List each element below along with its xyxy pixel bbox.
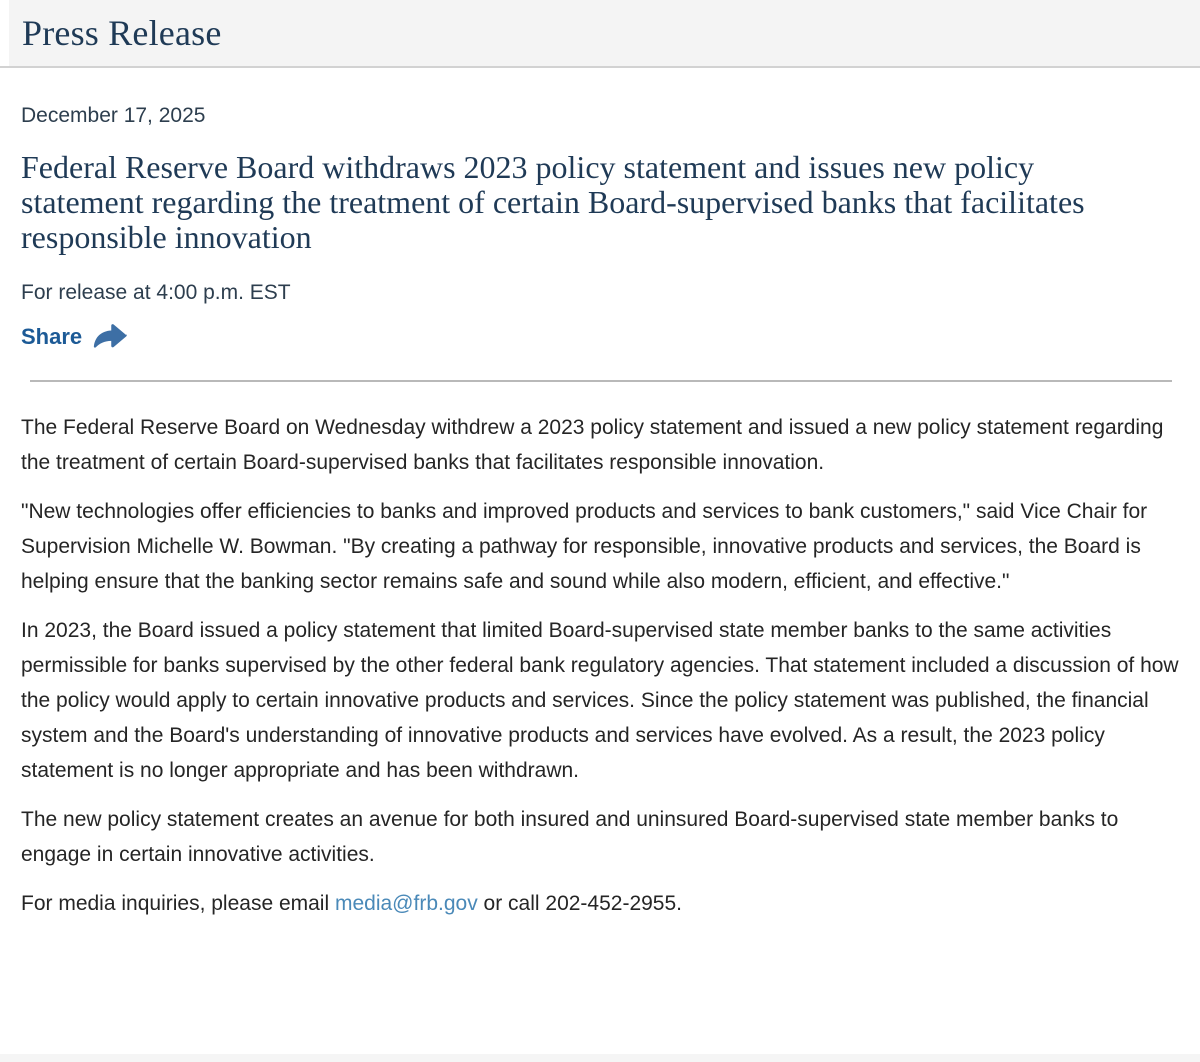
article-paragraph: In 2023, the Board issued a policy statement that limited Board-supervised state member banks to the same activities permissible for banks supervised by the other federal bank regulatory agencies. That statement included a discussion of how the policy would apply to certain innovative products and services. Since the policy statement was published, the financial system and the Board's understanding of innovative products and services have evolved. As a result, the 2023 policy statement is no longer appropriate and has been withdrawn. [21,619,1179,782]
article-content [0,104,1200,921]
media-inquiries-text-after: or call 202-452-2955. [477,892,683,915]
page-header [0,0,1200,68]
media-email-link[interactable]: media@frb.gov [334,892,478,915]
article-paragraph: "New technologies offer efficiencies to banks and improved products and services to bank customers," said Vice Chair for Supervision Michelle W. Bowman. "By creating a pathway for responsible, innovative products and services, the Board is helping ensure that the banking sector remains safe and sound while also modern, efficient, and effective." [21,500,1148,593]
next-section-edge [0,1054,1200,1062]
section-divider [30,380,1172,382]
article-title: Federal Reserve Board withdraws 2023 policy statement and issues new policy statement regarding the treatment of certain Board-supervised banks that facilitates responsible innovation [21,149,1085,255]
page-header-bar [9,0,1200,66]
share-arrow-icon [91,323,127,350]
page-title: Press Release [22,13,222,53]
share-button[interactable] [21,323,127,350]
article-body [21,410,1180,921]
share-label: Share [21,323,83,349]
article-paragraph: The new policy statement creates an avenue for both insured and uninsured Board-supervised state member banks to engage in certain innovative activities. [21,808,1119,866]
article-paragraph: The Federal Reserve Board on Wednesday withdrew a 2023 policy statement and issued a new policy statement regarding the treatment of certain Board-supervised banks that facilitates responsible innovation. [21,416,1164,474]
media-inquiries-text-before: For media inquiries, please email [21,892,335,915]
article-date: December 17, 2025 [21,104,206,127]
release-time-label: For release at 4:00 p.m. EST [21,281,291,304]
media-inquiries-paragraph [21,886,1180,921]
